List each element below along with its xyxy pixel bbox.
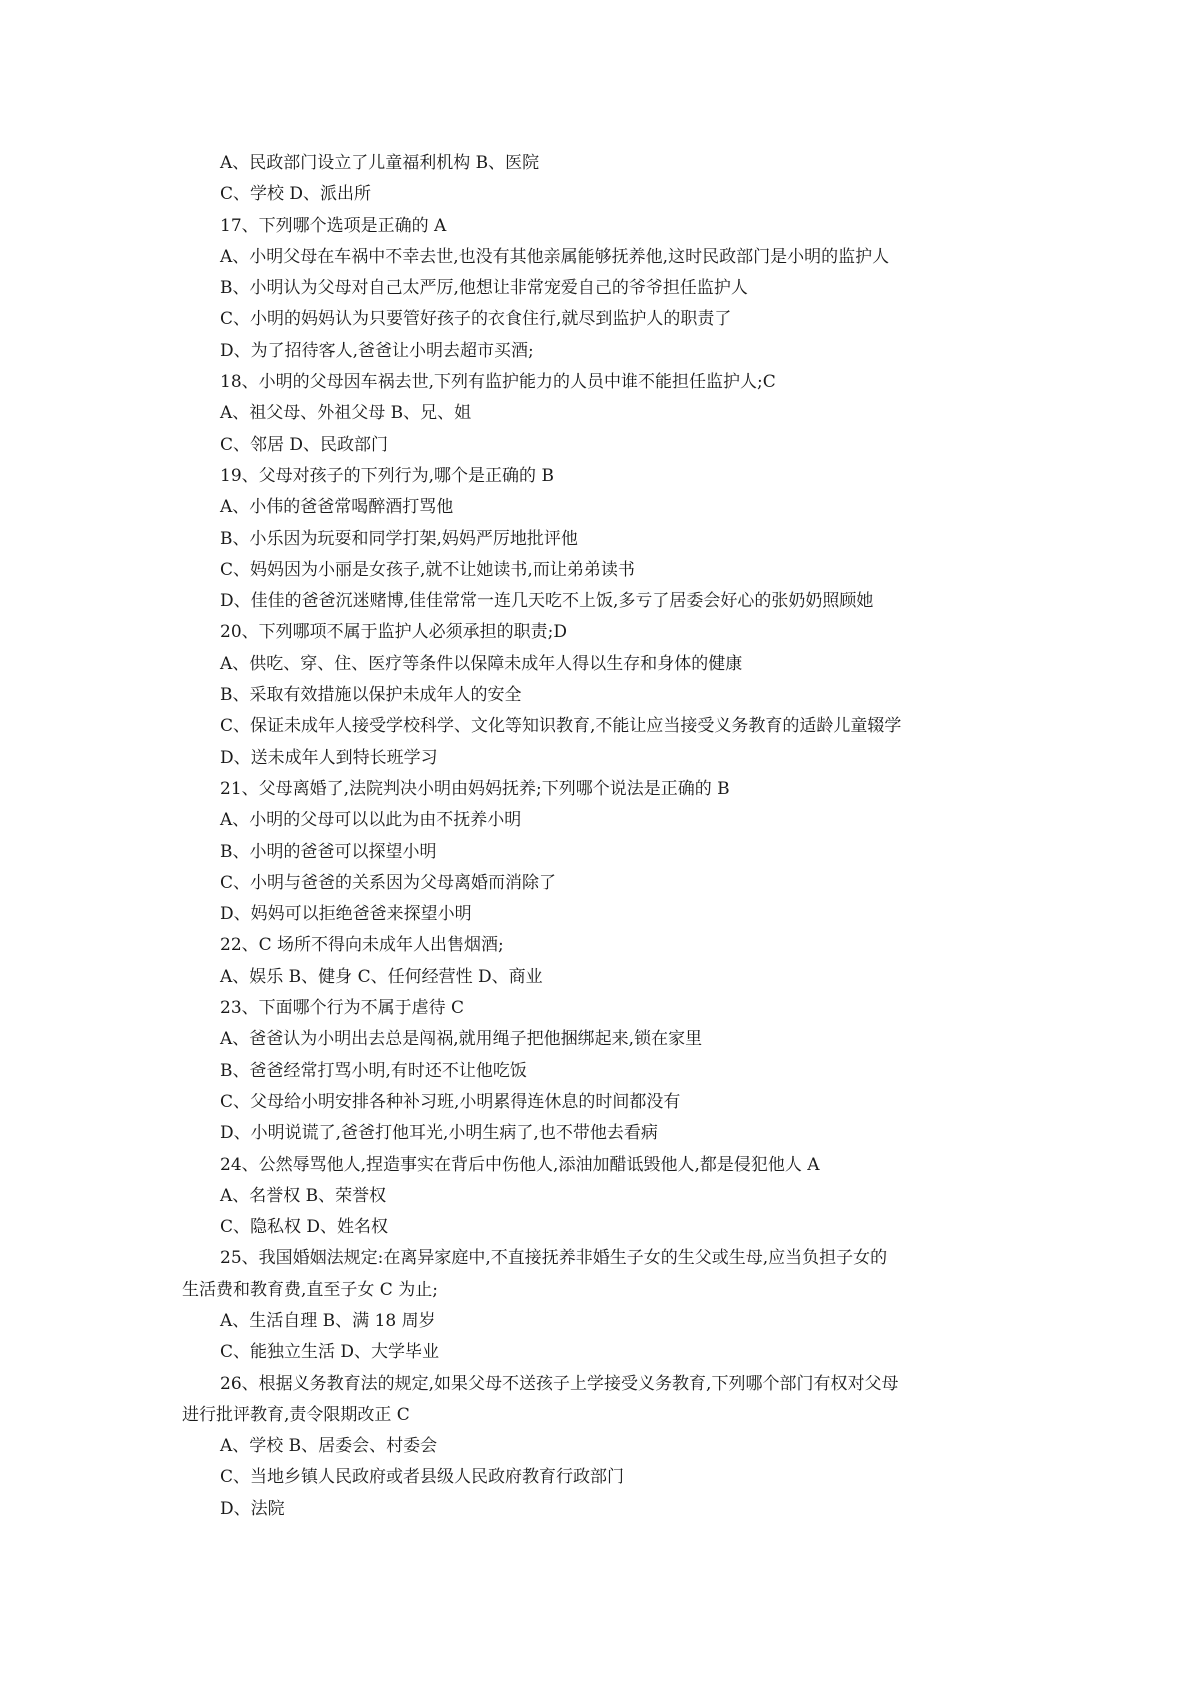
text-line: 26、根据义务教育法的规定,如果父母不送孩子上学接受义务教育,下列哪个部门有权对父母 [220, 1373, 899, 1394]
text-line: C、能独立生活 D、大学毕业 [220, 1342, 440, 1363]
text-line: C、隐私权 D、姓名权 [220, 1217, 389, 1238]
text-line: 19、父母对孩子的下列行为,哪个是正确的 B [220, 465, 554, 486]
text-line-continuation: 进行批评教育,责令限期改正 C [182, 1404, 410, 1425]
text-line: C、小明的妈妈认为只要管好孩子的衣食住行,就尽到监护人的职责了 [220, 309, 732, 330]
text-line: A、民政部门设立了儿童福利机构 B、医院 [220, 153, 540, 173]
text-line: C、父母给小明安排各种补习班,小明累得连休息的时间都没有 [220, 1091, 681, 1112]
text-line: 20、下列哪项不属于监护人必须承担的职责;D [220, 622, 567, 643]
text-line: A、小明父母在车祸中不幸去世,也没有其他亲属能够抚养他,这时民政部门是小明的监护人 [220, 246, 890, 267]
text-line: B、采取有效措施以保护未成年人的安全 [220, 685, 522, 706]
text-line: A、学校 B、居委会、村委会 [220, 1436, 438, 1457]
text-line-continuation: 生活费和教育费,直至子女 C 为止; [182, 1279, 438, 1300]
text-line: A、娱乐 B、健身 C、任何经营性 D、商业 [220, 966, 543, 987]
text-line: A、小伟的爸爸常喝醉酒打骂他 [220, 497, 454, 518]
text-line: 18、小明的父母因车祸去世,下列有监护能力的人员中谁不能担任监护人;C [220, 372, 776, 393]
text-line: 23、下面哪个行为不属于虐待 C [220, 998, 465, 1019]
text-line: A、爸爸认为小明出去总是闯祸,就用绳子把他捆绑起来,锁在家里 [220, 1029, 703, 1050]
text-line: D、法院 [220, 1498, 285, 1519]
text-line: 25、我国婚姻法规定:在离异家庭中,不直接抚养非婚生子女的生父或生母,应当负担子女的 [220, 1248, 888, 1269]
text-line: 22、C 场所不得向未成年人出售烟酒; [220, 935, 504, 956]
text-line: A、名誉权 B、荣誉权 [220, 1185, 387, 1206]
text-line: A、供吃、穿、住、医疗等条件以保障未成年人得以生存和身体的健康 [220, 653, 743, 674]
text-line: A、小明的父母可以以此为由不抚养小明 [220, 810, 522, 831]
text-line: C、妈妈因为小丽是女孩子,就不让她读书,而让弟弟读书 [220, 559, 635, 580]
text-line: D、送未成年人到特长班学习 [220, 747, 438, 768]
text-line: A、祖父母、外祖父母 B、兄、姐 [220, 403, 472, 424]
text-line: D、妈妈可以拒绝爸爸来探望小明 [220, 904, 472, 925]
text-line: C、当地乡镇人民政府或者县级人民政府教育行政部门 [220, 1467, 625, 1488]
text-line: C、保证未成年人接受学校科学、文化等知识教育,不能让应当接受义务教育的适龄儿童辍学 [220, 716, 902, 737]
document-body [182, 148, 1022, 1525]
text-line: C、学校 D、派出所 [220, 184, 372, 205]
text-line: D、佳佳的爸爸沉迷赌博,佳佳常常一连几天吃不上饭,多亏了居委会好心的张奶奶照顾她 [220, 591, 874, 612]
text-line: D、为了招待客人,爸爸让小明去超市买酒; [220, 340, 534, 361]
text-line: C、小明与爸爸的关系因为父母离婚而消除了 [220, 872, 557, 893]
text-line: B、小明的爸爸可以探望小明 [220, 841, 437, 862]
text-line: B、小乐因为玩耍和同学打架,妈妈严厉地批评他 [220, 528, 578, 549]
text-line: A、生活自理 B、满 18 周岁 [220, 1310, 436, 1331]
text-line: B、小明认为父母对自己太严厉,他想让非常宠爱自己的爷爷担任监护人 [220, 278, 748, 299]
text-line: 21、父母离婚了,法院判决小明由妈妈抚养;下列哪个说法是正确的 B [220, 778, 730, 799]
text-line: 17、下列哪个选项是正确的 A [220, 215, 447, 236]
text-line: 24、公然辱骂他人,捏造事实在背后中伤他人,添油加醋诋毁他人,都是侵犯他人 A [220, 1154, 820, 1175]
text-line: D、小明说谎了,爸爸打他耳光,小明生病了,也不带他去看病 [220, 1123, 658, 1144]
text-line: B、爸爸经常打骂小明,有时还不让他吃饭 [220, 1060, 527, 1081]
text-line: C、邻居 D、民政部门 [220, 434, 389, 455]
